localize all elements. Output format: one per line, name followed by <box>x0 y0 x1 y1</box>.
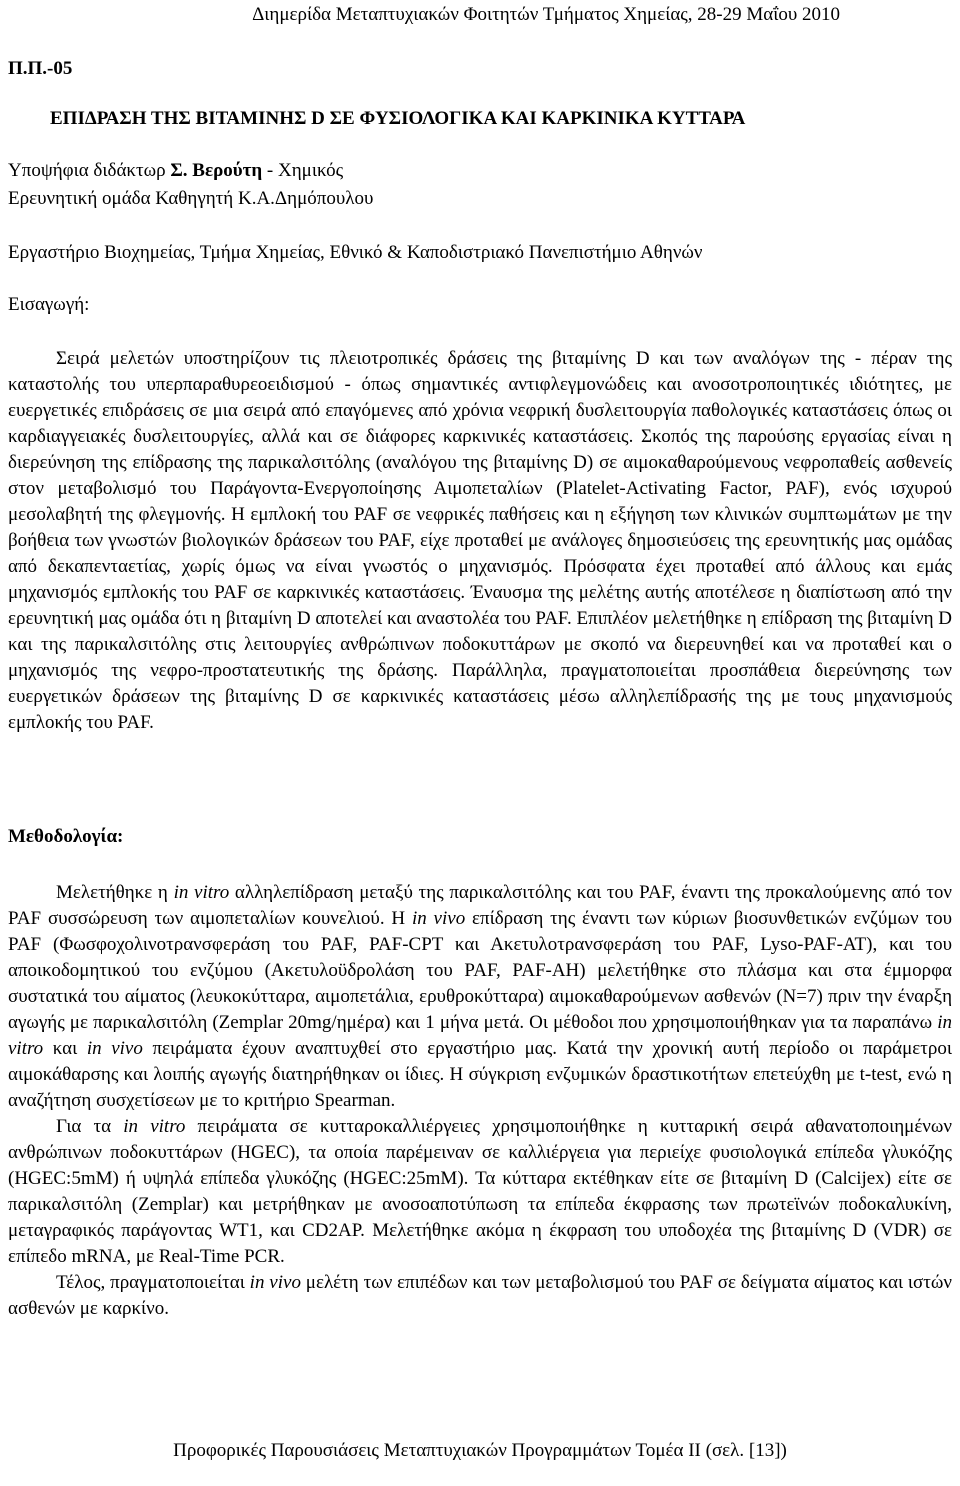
intro-body <box>8 346 952 736</box>
author-line <box>8 160 343 182</box>
paper-title: ΕΠΙΔΡΑΣΗ ΤΗΣ ΒΙΤΑΜΙΝΗΣ D ΣΕ ΦΥΣΙΟΛΟΓΙΚΑ ΚΑΙ ΚΑΡΚΙΝΙΚΑ ΚΥΤΤΑΡΑ <box>50 108 746 129</box>
methods-paragraph-1: Μελετήθηκε η in vitro αλληλεπίδραση μεταξύ της παρικαλσιτόλης και του PAF, έναντι της προκαλούμενης από τον PAF συσσώρευση των αιμοπεταλίων κουνελιού. Η in vivo επίδραση της έναντι των κύριων βιοσυνθετικών ενζύμων του PAF (Φωσφοχολινοτρανσφεράση του PAF, PAF-CPT και Ακετυλοτρανσφεράση του PAF, Lyso-PAF-AT), και του αποικοδομητικού του ενζύμου (Ακετυλοϋδρολάση του PAF, PAF-AH) μελετήθηκε στο πλάσμα και στα έμμορφα συστατικά του αίματος (λευκοκύτταρα, αιμοπετάλια, ερυθροκύτταρα) αιμοκαθαρούμενων ασθενών (N=7) πριν την έναρξη αγωγής με παρικαλσιτόλη (Zemplar 20mg/ημέρα) και 1 μήνα μετά. Οι μέθοδοι που χρησιμοποιήθηκαν για τα παραπάνω in vitro και in vivo πειράματα έχουν αναπτυχθεί στο εργαστήριο μας. Κατά την χρονική αυτή περίοδο οι παράμετροι αιμοκάθαρσης και λοιπής αγωγής διατηρήθηκαν οι ίδιες. Η σύγκριση ενζυμικών δραστικοτήτων επετεύχθη με t-test, ενώ η αναζήτηση συσχετίσεων με το κριτήριο Spearman. <box>8 882 952 1111</box>
author-suffix: - Χημικός <box>262 160 344 181</box>
methods-label: Μεθοδολογία: <box>8 826 124 847</box>
methods-body <box>8 880 952 1322</box>
page-footer: Προφορικές Παρουσιάσεις Μεταπτυχιακών Προγραμμάτων Τομέα ΙΙ (σελ. [13]) <box>173 1440 787 1461</box>
presentation-code: Π.Π.-05 <box>8 58 73 79</box>
research-group: Ερευνητική ομάδα Καθηγητή Κ.Α.Δημόπουλου <box>8 188 374 209</box>
intro-paragraph: Σειρά μελετών υποστηρίζουν τις πλειοτροπικές δράσεις της βιταμίνης D και των αναλόγων της - πέραν της καταστολής του υπερπαραθυρεοειδισμού - όπως σημαντικές αντιφλεγμονώδεις και ανοσοτροποιητικές ιδιότητες, με ευεργετικές επιδράσεις σε μια σειρά από επαγόμενες από χρόνια νεφρική δυσλειτουργία παθολογικές καταστάσεις όπως οι καρδιαγγειακές δυσλειτουργίες, αλλά και σε διάφορες καρκινικές καταστάσεις. Σκοπός της παρούσης εργασίας είναι η διερεύνηση της επίδρασης της παρικαλσιτόλης (αναλόγου της βιταμίνης D) σε αιμοκαθαρούμενους νεφροπαθείς ασθενείς στον μεταβολισμό του Παράγοντα-Ενεργοποίησης Αιμοπεταλίων (Platelet-Activating Factor, PAF), ενός ισχυρού μεσολαβητή της φλεγμονής. Η εμπλοκή του PAF σε νεφρικές παθήσεις και η εξήγηση των κλινικών συμπτωμάτων με την βοήθεια των γνωστών βιολογικών δράσεων του PAF, είχε προταθεί με ανάλογες δημοσιεύσεις της ερευνητικής μας ομάδας από δεκαπενταετίας, χωρίς όμως να είναι γνωστός ο μηχανισμός. Πρόσφατα έχει προταθεί από άλλους και εμάς μηχανισμός εμπλοκής του PAF σε καρκινικές καταστάσεις. Έναυσμα της μελέτης αυτής αποτέλεσε η διαπίστωση από την ερευνητική μας ομάδα ότι η βιταμίνη D αποτελεί και αναστολέα του PAF. Επιπλέον μελετήθηκε η επίδραση της βιταμίνη D και της παρικαλσιτόλης στις λειτουργίες ανθρώπινων ποδοκυττάρων με σκοπό να διερευνηθεί και να προταθεί και ο μηχανισμός της νεφρο-προστατευτικής της δράσης. Παράλληλα, πραγματοποιείται προσπάθεια διερεύνησης των ευεργετικών δράσεων της βιταμίνης D σε καρκινικές καταστάσεις μέσω αλληλεπίδρασής της με τους μηχανισμούς εμπλοκής του PAF. <box>8 348 952 733</box>
intro-label: Εισαγωγή: <box>8 294 90 315</box>
methods-paragraph-2: Για τα in vitro πειράματα σε κυτταροκαλλιέργειες χρησιμοποιήθηκε η κυτταρική σειρά αθανατοποιημένων ανθρώπινων ποδοκυττάρων (HGEC), τα οποία παρέμειναν σε καλλιέργεια για περιείχε φυσιολογικά επίπεδα γλυκόζης (HGEC:5mM) ή υψηλά επίπεδα γλυκόζης (HGEC:25mM). Τα κύτταρα εκτέθηκαν είτε σε βιταμίνη D (Calcijex) είτε σε παρικαλσιτόλη (Zemplar) και μετρήθηκαν με ανοσοαποτύπωση τα επίπεδα έκφρασης των πρωτεϊνών ποδοκαλυκίνη, μεταγραφικός παράγοντας WT1, και CD2AP. Μελετήθηκε ακόμα η έκφραση του υποδοχέα της βιταμίνης D (VDR) σε επίπεδο mRNA, με Real-Time PCR. <box>8 1116 952 1267</box>
author-role: Υποψήφια διδάκτωρ <box>8 160 171 181</box>
methods-paragraph-3: Τέλος, πραγματοποιείται in vivo μελέτη των επιπέδων και των μεταβολισμού του PAF σε δείγματα αίματος και ιστών ασθενών με καρκίνο. <box>8 1272 952 1319</box>
affiliation: Εργαστήριο Βιοχημείας, Τμήμα Χημείας, Εθνικό & Καποδιστριακό Πανεπιστήμιο Αθηνών <box>8 242 703 263</box>
event-header: Διημερίδα Μεταπτυχιακών Φοιτητών Τμήματος Χημείας, 28-29 Μαΐου 2010 <box>252 4 840 25</box>
author-name: Σ. Βερούτη <box>170 160 263 181</box>
